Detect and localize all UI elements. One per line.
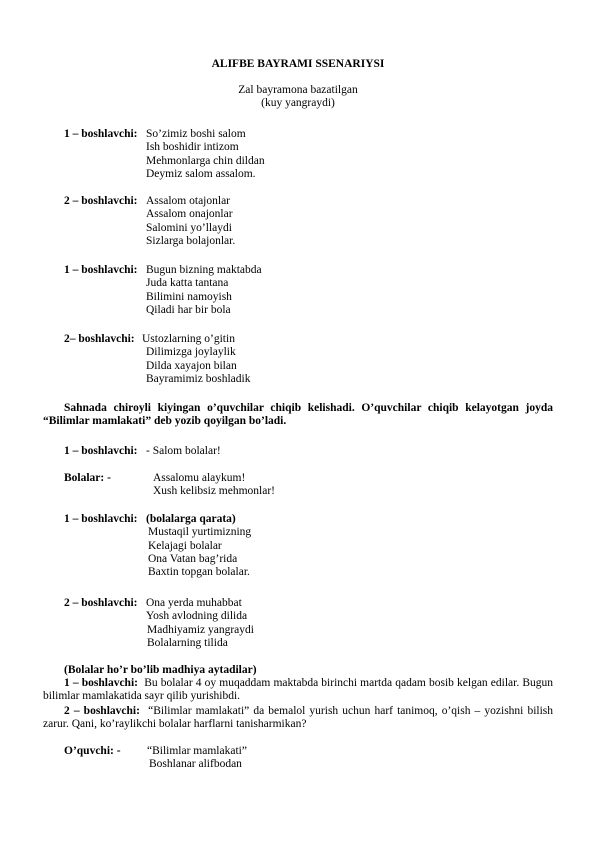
anthem-note: (Bolalar ho’r bo’lib madhiya aytadilar) (64, 664, 257, 676)
verse-line: Assalom onajonlar (146, 208, 233, 221)
speaker-label: 1 – boshlavchi: (64, 445, 138, 457)
intro-line-2: (kuy yangraydi) (261, 97, 335, 109)
stage-note: (bolalarga qarata) (146, 513, 236, 525)
verse-line: Mustaqil yurtimizning (148, 526, 252, 539)
verse-line: Madhiyamiz yangraydi (147, 623, 254, 636)
paragraph-1 (43, 677, 553, 704)
speaker-label: 1 – boshlavchi: (64, 264, 138, 276)
speaker-label: 2 – boshlavchi: (64, 705, 140, 717)
verse-line: Kelajagi bolalar (148, 539, 222, 552)
verse-line: Ona Vatan bag’rida (148, 552, 238, 565)
stage-direction: Sahnada chiroyli kiyingan o’quvchilar chiqib kelishadi. O’quvchilar chiqib kelayotgan joyda “Bilimlar mamlakati” deb yozib qoyilgan bo’ladi. (43, 402, 553, 428)
speaker-label: 2 – boshlavchi: (64, 195, 138, 207)
verse-line: So’zimiz boshi salom (146, 128, 246, 140)
verse-lines (146, 128, 265, 181)
verse-lines (146, 264, 262, 317)
speaker-label: 1 – boshlavchi: (64, 128, 138, 140)
verse-line: Dilimizga joylaylik (146, 346, 236, 359)
verse-line: Baxtin topgan bolalar. (148, 566, 250, 579)
intro-line-1: Zal bayramona bazatilgan (238, 84, 358, 96)
verse-line: Boshlanar alifbodan (149, 758, 242, 771)
paragraph-2 (43, 705, 553, 732)
speaker-label: Bolalar: - (64, 472, 111, 484)
verse-lines (146, 513, 251, 579)
page-title: ALIFBE BAYRAMI SSENARIYSI (211, 58, 385, 70)
verse-line: Assalom otajonlar (146, 195, 230, 207)
verse-line: Assalomu alaykum! (153, 472, 246, 484)
verse-lines (146, 597, 254, 650)
verse-lines (146, 195, 235, 248)
verse-lines (146, 445, 221, 458)
verse-line: Juda katta tantana (146, 277, 229, 290)
speaker-label: 2– boshlavchi: (64, 333, 135, 345)
speaker-label: 1 – boshlavchi: (64, 677, 138, 689)
verse-line: Bayramimiz boshladik (146, 372, 251, 385)
verse-line: Dilda xayajon bilan (146, 359, 237, 372)
verse-line: “Bilimlar mamlakati” (147, 745, 247, 757)
verse-line: Bolalarning tilida (147, 636, 228, 649)
verse-line: - Salom bolalar! (146, 445, 221, 457)
verse-lines (147, 745, 247, 772)
verse-lines (153, 472, 275, 499)
verse-line: Mehmonlarga chin dildan (146, 154, 265, 167)
verse-line: Ustozlarning o’gitin (142, 333, 235, 345)
verse-line: Xush kelibsiz mehmonlar! (153, 485, 276, 498)
verse-line: Qiladi har bir bola (146, 303, 231, 316)
verse-line: Sizlarga bolajonlar. (146, 234, 236, 247)
verse-line: Ish boshidir intizom (146, 141, 239, 154)
speaker-label: 2 – boshlavchi: (64, 597, 138, 609)
speaker-label: O’quvchi: - (64, 745, 121, 757)
paragraph-text: “Bilimlar mamlakati” da bemalol yurish uchun harf tanimoq, o’qish – yozishni bilish zarur. Qani, ko’raylikchi bolalar harflarni tanisharmikan? (43, 705, 554, 731)
verse-line: Bilimini namoyish (146, 290, 232, 303)
speaker-label: 1 – boshlavchi: (64, 513, 138, 525)
verse-line: Bugun bizning maktabda (146, 264, 262, 276)
verse-line: Yosh avlodning dilida (146, 610, 248, 623)
paragraph-text: Bu bolalar 4 oy muqaddam maktabda birinchi martda qadam bosib kelgan edilar. Bugun bilimlar mamlakatida sayr qilib yurishibdi. (43, 677, 553, 703)
verse-lines (142, 333, 251, 386)
verse-line: Ona yerda muhabbat (146, 597, 242, 609)
verse-line: Deymiz salom assalom. (146, 167, 256, 180)
verse-line: Salomini yo’llaydi (146, 221, 232, 234)
